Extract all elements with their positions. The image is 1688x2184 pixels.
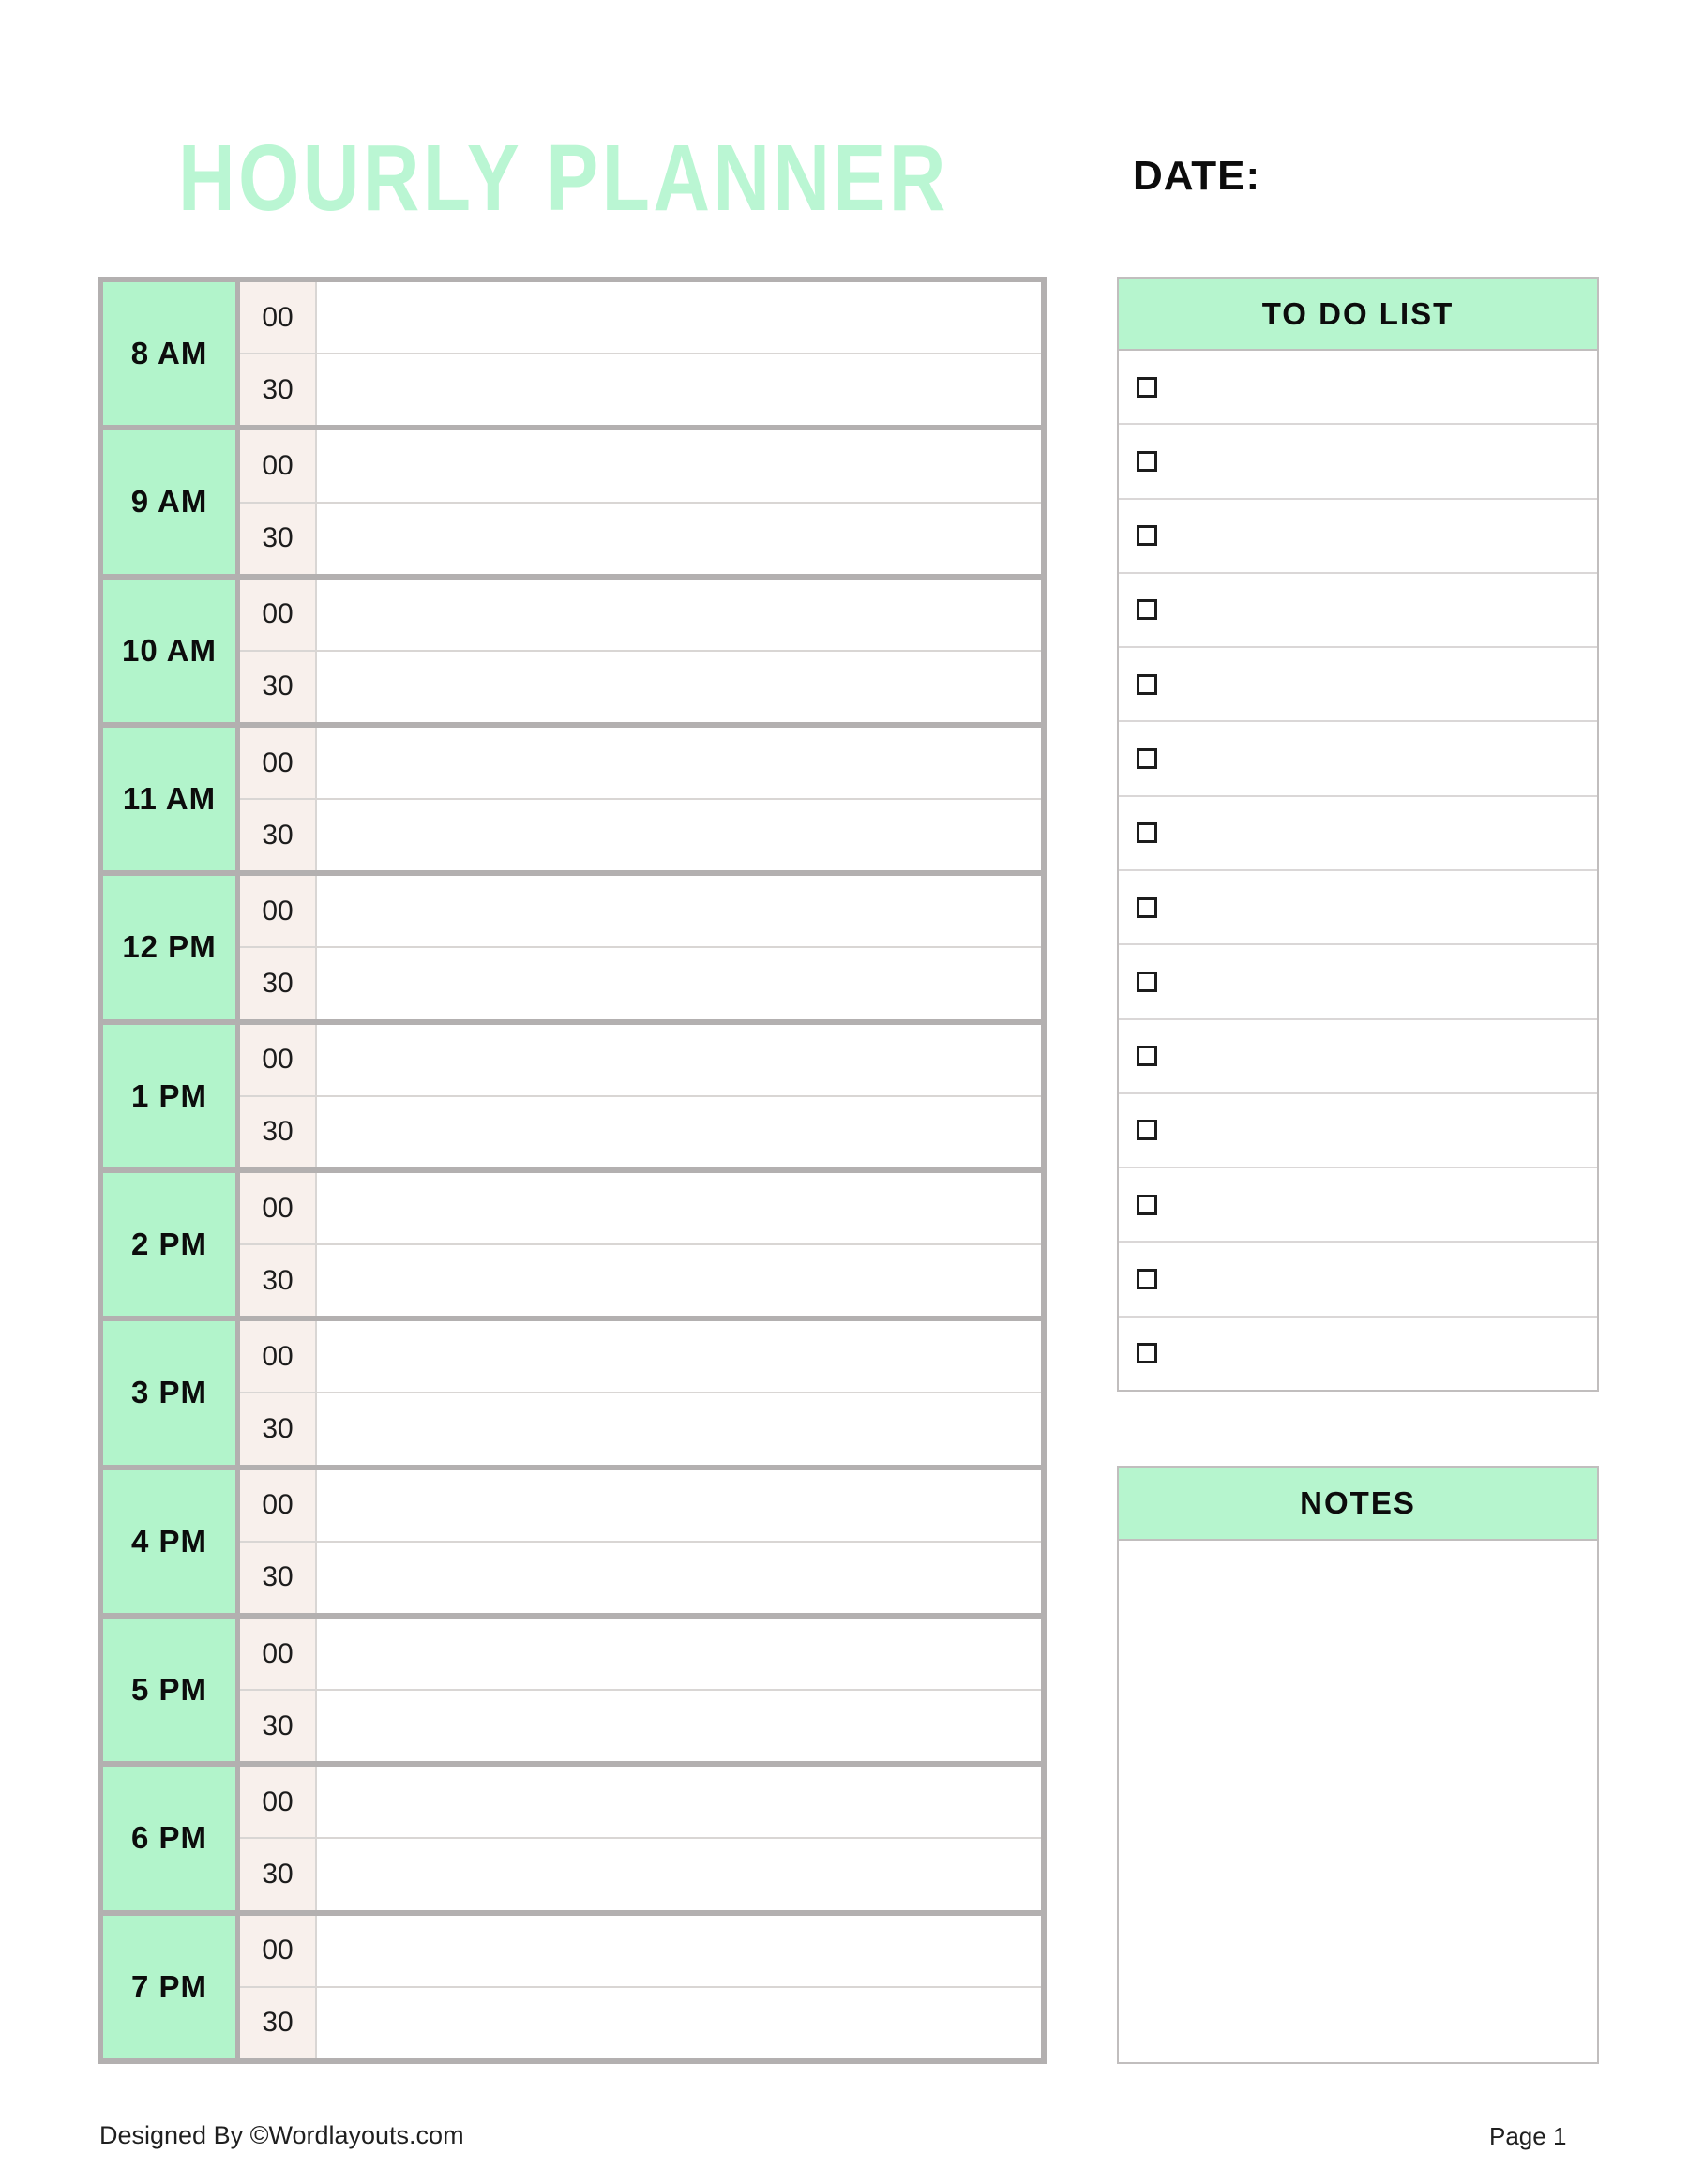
minute-label: 00 bbox=[240, 1767, 317, 1837]
slot-row bbox=[240, 1986, 1041, 2058]
minute-label: 30 bbox=[240, 800, 317, 870]
hour-slot-rows bbox=[240, 1025, 1041, 1167]
slot-row bbox=[240, 1392, 1041, 1464]
slot-row bbox=[240, 946, 1041, 1018]
entry-cell[interactable] bbox=[317, 1839, 1041, 1909]
hour-block bbox=[103, 574, 1041, 722]
slot-row bbox=[240, 1321, 1041, 1392]
hour-slot-rows bbox=[240, 1321, 1041, 1464]
entry-cell[interactable] bbox=[317, 1245, 1041, 1316]
minute-label: 30 bbox=[240, 1988, 317, 2058]
hour-block bbox=[103, 282, 1041, 425]
slot-row bbox=[240, 1619, 1041, 1689]
minute-label: 00 bbox=[240, 1619, 317, 1689]
minute-label: 30 bbox=[240, 1097, 317, 1167]
hour-label: 2 PM bbox=[103, 1173, 240, 1316]
entry-cell[interactable] bbox=[317, 800, 1041, 870]
entry-cell[interactable] bbox=[317, 876, 1041, 946]
todo-item-row bbox=[1119, 351, 1597, 423]
hour-block bbox=[103, 1019, 1041, 1167]
todo-item-row bbox=[1119, 869, 1597, 943]
minute-label: 00 bbox=[240, 1025, 317, 1095]
entry-cell[interactable] bbox=[317, 1543, 1041, 1613]
minute-label: 00 bbox=[240, 728, 317, 798]
todo-list-panel bbox=[1117, 277, 1599, 1392]
hour-label: 8 AM bbox=[103, 282, 240, 425]
slot-row bbox=[240, 728, 1041, 798]
entry-cell[interactable] bbox=[317, 1470, 1041, 1541]
entry-cell[interactable] bbox=[317, 652, 1041, 722]
hour-slot-rows bbox=[240, 1470, 1041, 1613]
todo-item-row bbox=[1119, 1167, 1597, 1241]
todo-item-row bbox=[1119, 646, 1597, 720]
todo-item-row bbox=[1119, 423, 1597, 497]
entry-cell[interactable] bbox=[317, 1767, 1041, 1837]
hour-label: 11 AM bbox=[103, 728, 240, 870]
todo-item-row bbox=[1119, 1018, 1597, 1092]
hour-block bbox=[103, 722, 1041, 870]
todo-checkbox[interactable] bbox=[1137, 1269, 1157, 1289]
todo-list-header: TO DO LIST bbox=[1119, 279, 1597, 351]
page-title: HOURLY PLANNER bbox=[178, 126, 949, 231]
hour-label: 12 PM bbox=[103, 876, 240, 1018]
entry-cell[interactable] bbox=[317, 1173, 1041, 1243]
slot-row bbox=[240, 876, 1041, 946]
minute-label: 30 bbox=[240, 1839, 317, 1909]
notes-body[interactable] bbox=[1119, 1541, 1597, 2062]
slot-row bbox=[240, 650, 1041, 722]
entry-cell[interactable] bbox=[317, 1691, 1041, 1761]
hour-slot-rows bbox=[240, 876, 1041, 1018]
minute-label: 00 bbox=[240, 1321, 317, 1392]
notes-header: NOTES bbox=[1119, 1468, 1597, 1541]
slot-row bbox=[240, 1243, 1041, 1316]
slot-row bbox=[240, 1173, 1041, 1243]
todo-checkbox[interactable] bbox=[1137, 1046, 1157, 1066]
slot-row bbox=[240, 1470, 1041, 1541]
entry-cell[interactable] bbox=[317, 948, 1041, 1018]
todo-rows bbox=[1119, 351, 1597, 1390]
minute-label: 00 bbox=[240, 1173, 317, 1243]
footer-page-number: Page 1 bbox=[1489, 2122, 1567, 2150]
minute-label: 00 bbox=[240, 430, 317, 501]
slot-row bbox=[240, 1767, 1041, 1837]
minute-label: 30 bbox=[240, 1393, 317, 1464]
entry-cell[interactable] bbox=[317, 354, 1041, 425]
entry-cell[interactable] bbox=[317, 282, 1041, 353]
hour-slot-rows bbox=[240, 1173, 1041, 1316]
slot-row bbox=[240, 1689, 1041, 1761]
slot-row bbox=[240, 1541, 1041, 1613]
todo-item-row bbox=[1119, 1092, 1597, 1167]
minute-label: 30 bbox=[240, 1543, 317, 1613]
todo-checkbox[interactable] bbox=[1137, 377, 1157, 398]
todo-item-row bbox=[1119, 795, 1597, 869]
todo-checkbox[interactable] bbox=[1137, 525, 1157, 546]
hour-slot-rows bbox=[240, 728, 1041, 870]
todo-checkbox[interactable] bbox=[1137, 1343, 1157, 1363]
entry-cell[interactable] bbox=[317, 1393, 1041, 1464]
hour-block bbox=[103, 870, 1041, 1018]
hour-label: 5 PM bbox=[103, 1619, 240, 1761]
hour-block bbox=[103, 1167, 1041, 1316]
hour-slot-rows bbox=[240, 282, 1041, 425]
todo-item-row bbox=[1119, 720, 1597, 794]
hour-block bbox=[103, 1761, 1041, 1909]
minute-label: 00 bbox=[240, 1916, 317, 1986]
hour-slot-rows bbox=[240, 580, 1041, 722]
minute-label: 30 bbox=[240, 1691, 317, 1761]
todo-checkbox[interactable] bbox=[1137, 897, 1157, 918]
hour-label: 1 PM bbox=[103, 1025, 240, 1167]
entry-cell[interactable] bbox=[317, 1097, 1041, 1167]
slot-row bbox=[240, 282, 1041, 353]
hour-slot-rows bbox=[240, 430, 1041, 573]
todo-item-row bbox=[1119, 1316, 1597, 1390]
minute-label: 30 bbox=[240, 1245, 317, 1316]
footer-credit: Designed By ©Wordlayouts.com bbox=[99, 2121, 464, 2149]
minute-label: 00 bbox=[240, 876, 317, 946]
slot-row bbox=[240, 1095, 1041, 1167]
entry-cell[interactable] bbox=[317, 1321, 1041, 1392]
slot-row bbox=[240, 1025, 1041, 1095]
hour-block bbox=[103, 1465, 1041, 1613]
todo-item-row bbox=[1119, 498, 1597, 572]
entry-cell[interactable] bbox=[317, 504, 1041, 574]
hour-slot-rows bbox=[240, 1916, 1041, 2058]
minute-label: 30 bbox=[240, 354, 317, 425]
entry-cell[interactable] bbox=[317, 580, 1041, 650]
hour-label: 6 PM bbox=[103, 1767, 240, 1909]
notes-panel bbox=[1117, 1466, 1599, 2064]
slot-row bbox=[240, 1916, 1041, 1986]
slot-row bbox=[240, 502, 1041, 574]
hour-label: 4 PM bbox=[103, 1470, 240, 1613]
entry-cell[interactable] bbox=[317, 1619, 1041, 1689]
slot-row bbox=[240, 430, 1041, 501]
hour-block bbox=[103, 1316, 1041, 1464]
entry-cell[interactable] bbox=[317, 728, 1041, 798]
hour-block bbox=[103, 1910, 1041, 2058]
slot-row bbox=[240, 353, 1041, 425]
minute-label: 30 bbox=[240, 504, 317, 574]
todo-item-row bbox=[1119, 572, 1597, 646]
hour-label: 7 PM bbox=[103, 1916, 240, 2058]
todo-checkbox[interactable] bbox=[1137, 674, 1157, 695]
date-label: DATE: bbox=[1133, 153, 1261, 199]
slot-row bbox=[240, 1837, 1041, 1909]
slot-row bbox=[240, 798, 1041, 870]
entry-cell[interactable] bbox=[317, 1916, 1041, 1986]
minute-label: 00 bbox=[240, 580, 317, 650]
minute-label: 00 bbox=[240, 282, 317, 353]
hourly-schedule-table bbox=[98, 277, 1047, 2064]
hour-label: 9 AM bbox=[103, 430, 240, 573]
minute-label: 00 bbox=[240, 1470, 317, 1541]
hour-block bbox=[103, 1613, 1041, 1761]
todo-checkbox[interactable] bbox=[1137, 599, 1157, 620]
todo-checkbox[interactable] bbox=[1137, 451, 1157, 472]
minute-label: 30 bbox=[240, 948, 317, 1018]
todo-checkbox[interactable] bbox=[1137, 822, 1157, 843]
todo-checkbox[interactable] bbox=[1137, 972, 1157, 992]
slot-row bbox=[240, 580, 1041, 650]
hour-slot-rows bbox=[240, 1767, 1041, 1909]
entry-cell[interactable] bbox=[317, 1988, 1041, 2058]
hour-slot-rows bbox=[240, 1619, 1041, 1761]
todo-checkbox[interactable] bbox=[1137, 748, 1157, 769]
entry-cell[interactable] bbox=[317, 430, 1041, 501]
hour-label: 10 AM bbox=[103, 580, 240, 722]
todo-item-row bbox=[1119, 943, 1597, 1017]
todo-item-row bbox=[1119, 1241, 1597, 1315]
hour-block bbox=[103, 425, 1041, 573]
todo-checkbox[interactable] bbox=[1137, 1195, 1157, 1215]
minute-label: 30 bbox=[240, 652, 317, 722]
todo-checkbox[interactable] bbox=[1137, 1120, 1157, 1140]
entry-cell[interactable] bbox=[317, 1025, 1041, 1095]
hour-label: 3 PM bbox=[103, 1321, 240, 1464]
